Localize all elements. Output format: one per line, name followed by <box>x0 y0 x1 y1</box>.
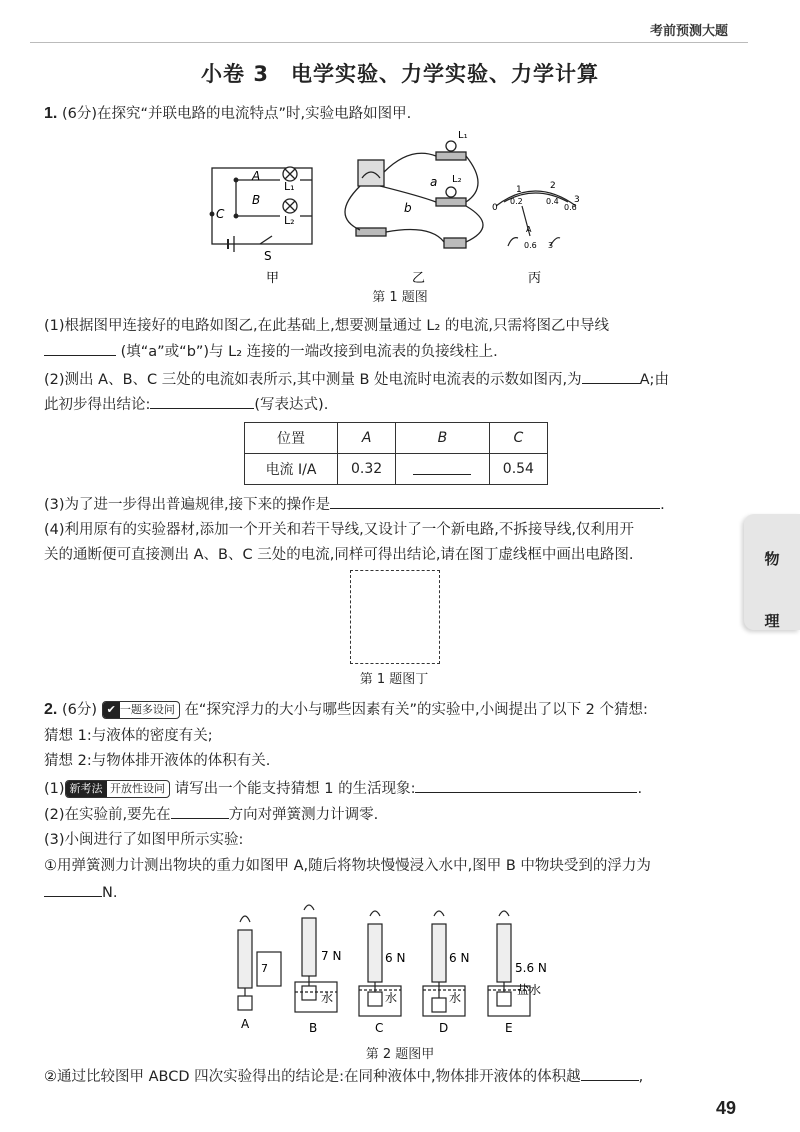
q1-part2-line2 <box>44 394 328 415</box>
badge2-light-text: 开放性设问 <box>110 782 166 795</box>
terminal-3: 3 <box>548 241 554 250</box>
q2-buoyancy-blank[interactable] <box>44 882 102 897</box>
badge2-dark-text: 新考法 <box>66 781 107 797</box>
tick-0.4: 0.4 <box>546 197 559 206</box>
q1-part3-blank[interactable] <box>330 494 660 509</box>
label-A: A <box>252 169 261 183</box>
fig2-reading-C: 6 N <box>385 951 406 965</box>
q1-intro-text: (6分)在探究“并联电路的电流特点”时,实验电路如图甲. <box>61 106 412 122</box>
table-cell-A: 0.32 <box>338 454 396 485</box>
q2-figure <box>225 902 575 1040</box>
side-tab-char-2: 理 <box>764 612 780 630</box>
fig2-label-E: E <box>505 1021 513 1035</box>
fig2-water-D: 水 <box>449 991 462 1005</box>
q2-part1-text: 请写出一个能支持猜想 1 的生活现象: <box>174 781 416 797</box>
q1-part3 <box>44 494 665 515</box>
table-row-label: 电流 I/A <box>245 454 338 485</box>
ammeter-bing <box>496 191 576 246</box>
spring-scales <box>238 905 530 1016</box>
table-cell-B-blank[interactable] <box>413 460 471 475</box>
page-number: 49 <box>715 1098 736 1118</box>
q2-part2-text-a: (2)在实验前,要先在 <box>44 807 171 823</box>
label-yi: 乙 <box>412 271 426 286</box>
q1-part1-text: (填“a”或“b”)与 L₂ 连接的一端改接到电流表的负接线柱上. <box>120 344 498 360</box>
fig2-reading-E: 5.6 N <box>515 961 547 975</box>
q1-number: 1. <box>44 105 58 122</box>
badge1-text: 一题多设问 <box>119 703 175 716</box>
fig2-reading-B: 7 N <box>321 949 342 963</box>
tick-3: 3 <box>574 195 580 205</box>
q2-part2-blank[interactable] <box>171 804 229 819</box>
q1-part4-line2: 关的通断便可直接测出 A、B、C 三处的电流,同样可得出结论,请在图丁虚线框中画出电路图. <box>44 547 634 563</box>
fig2-label-C: C <box>375 1021 384 1035</box>
q2-part1 <box>44 778 642 799</box>
q1-part2-text-c: 此初步得出结论: <box>44 397 151 413</box>
fig2-water-B: 水 <box>321 991 334 1005</box>
q1-part2-line1 <box>44 369 669 390</box>
q2-unit-N: N. <box>102 885 118 901</box>
q2-part2 <box>44 804 378 825</box>
q2-points: (6分) <box>61 702 97 718</box>
multi-question-badge <box>102 701 180 719</box>
tick-0.2: 0.2 <box>510 197 523 206</box>
table-cell-C: 0.54 <box>489 454 547 485</box>
q1-figure <box>200 126 600 302</box>
table-header-B: B <box>396 423 490 454</box>
label-S: S <box>264 249 272 263</box>
new-method-badge <box>65 780 171 798</box>
header-tag: 考前预测大题 <box>649 24 728 39</box>
table-row <box>245 423 548 454</box>
tick-1: 1 <box>516 185 522 195</box>
fig2-reading-D: 6 N <box>449 951 470 965</box>
table-header-position: 位置 <box>245 423 338 454</box>
fig2-salt-water-E: 盐水 <box>517 983 542 997</box>
label-B: B <box>252 193 261 207</box>
table-cell-B[interactable] <box>396 454 490 485</box>
subject-side-tab <box>744 514 800 630</box>
q2-part3-2-blank[interactable] <box>581 1066 639 1081</box>
q1-current-table <box>244 422 548 485</box>
q1-part2-expression-blank[interactable] <box>150 394 254 409</box>
fig2-label-B: B <box>309 1021 318 1035</box>
q2-guess1: 猜想 1:与液体的密度有关; <box>44 728 213 744</box>
label-C: C <box>216 207 225 221</box>
q1-figure-caption: 第 1 题图 <box>372 290 428 305</box>
q1-part1-line1: (1)根据图甲连接好的电路如图乙,在此基础上,想要测量通过 L₂ 的电流,只需将图乙中导线 <box>44 318 609 334</box>
terminal-A: A <box>526 225 532 234</box>
side-tab-char-1: 物 <box>764 550 780 568</box>
q1-part4-line1: (4)利用原有的实验器材,添加一个开关和若干导线,又设计了一个新电路,不拆接导线,仅利用开 <box>44 522 634 538</box>
q2-part3-1-line1: ①用弹簧测力计测出物块的重力如图甲 A,随后将物块慢慢浸入水中,图甲 B 中物块受到的浮力为 <box>44 858 651 874</box>
label-L2: L₂ <box>284 214 295 227</box>
tick-0.6: 0.6 <box>564 203 577 212</box>
q2-number: 2. <box>44 701 58 718</box>
label-bing: 丙 <box>528 271 542 286</box>
q1-part2-text-d: (写表达式). <box>254 397 329 413</box>
label-L2-yi: L₂ <box>452 174 462 185</box>
q1-part2-text-b: A;由 <box>639 372 669 388</box>
check-icon: ✔ <box>103 702 120 718</box>
table-header-A: A <box>338 423 396 454</box>
fig2-water-C: 水 <box>385 991 398 1005</box>
q2-guess2: 猜想 2:与物体排开液体的体积有关. <box>44 753 271 769</box>
q2-part3-2-text: ②通过比较图甲 ABCD 四次实验得出的结论是:在同种液体中,物体排开液体的体积越 <box>44 1069 581 1085</box>
label-L1: L₁ <box>284 180 295 193</box>
q2-figure-caption: 第 2 题图甲 <box>365 1047 435 1062</box>
q1-part3-text: (3)为了进一步得出普遍规律,接下来的操作是 <box>44 497 331 513</box>
page-title: 小卷 3 电学实验、力学实验、力学计算 <box>201 62 599 86</box>
q1-ding-caption: 第 1 题图丁 <box>359 672 429 687</box>
q1-intro <box>44 104 411 124</box>
circuit-jia <box>210 167 312 252</box>
label-b: b <box>404 201 412 215</box>
q2-part3-1-line2 <box>44 882 117 903</box>
q1-part2-text-a: (2)测出 A、B、C 三处的电流如表所示,其中测量 B 处电流时电流表的示数如图丙,为 <box>44 372 582 388</box>
circuit-yi <box>345 141 483 248</box>
fig2-scale-A: 7 <box>261 962 268 975</box>
q2-part3: (3)小闽进行了如图甲所示实验: <box>44 832 244 848</box>
fig2-label-D: D <box>439 1021 449 1035</box>
tick-0-inner: 0 <box>492 203 498 213</box>
label-L1-yi: L₁ <box>458 130 468 141</box>
terminal-0.6: 0.6 <box>524 241 537 250</box>
q2-part1-label: (1) <box>44 781 65 797</box>
q1-part1-line2 <box>44 341 498 362</box>
q1-part1-answer-blank[interactable] <box>44 341 116 356</box>
q1-drawing-box[interactable] <box>350 570 440 664</box>
header-divider <box>30 42 748 43</box>
table-row <box>245 454 548 485</box>
tick-2: 2 <box>550 181 556 191</box>
q2-part3-2-end: , <box>638 1069 644 1085</box>
q2-intro <box>44 700 648 720</box>
label-a: a <box>430 175 438 189</box>
q1-part2-current-blank[interactable] <box>582 369 640 384</box>
q2-part1-end: . <box>637 781 643 797</box>
fig2-label-A: A <box>241 1017 250 1031</box>
q2-part1-blank[interactable] <box>415 778 637 793</box>
q2-part2-text-b: 方向对弹簧测力计调零. <box>228 807 379 823</box>
q2-part3-2 <box>44 1066 643 1087</box>
label-jia: 甲 <box>266 271 280 286</box>
q2-intro-text: 在“探究浮力的大小与哪些因素有关”的实验中,小闽提出了以下 2 个猜想: <box>184 702 648 718</box>
q1-part3-end: . <box>660 497 665 513</box>
table-header-C: C <box>489 423 547 454</box>
